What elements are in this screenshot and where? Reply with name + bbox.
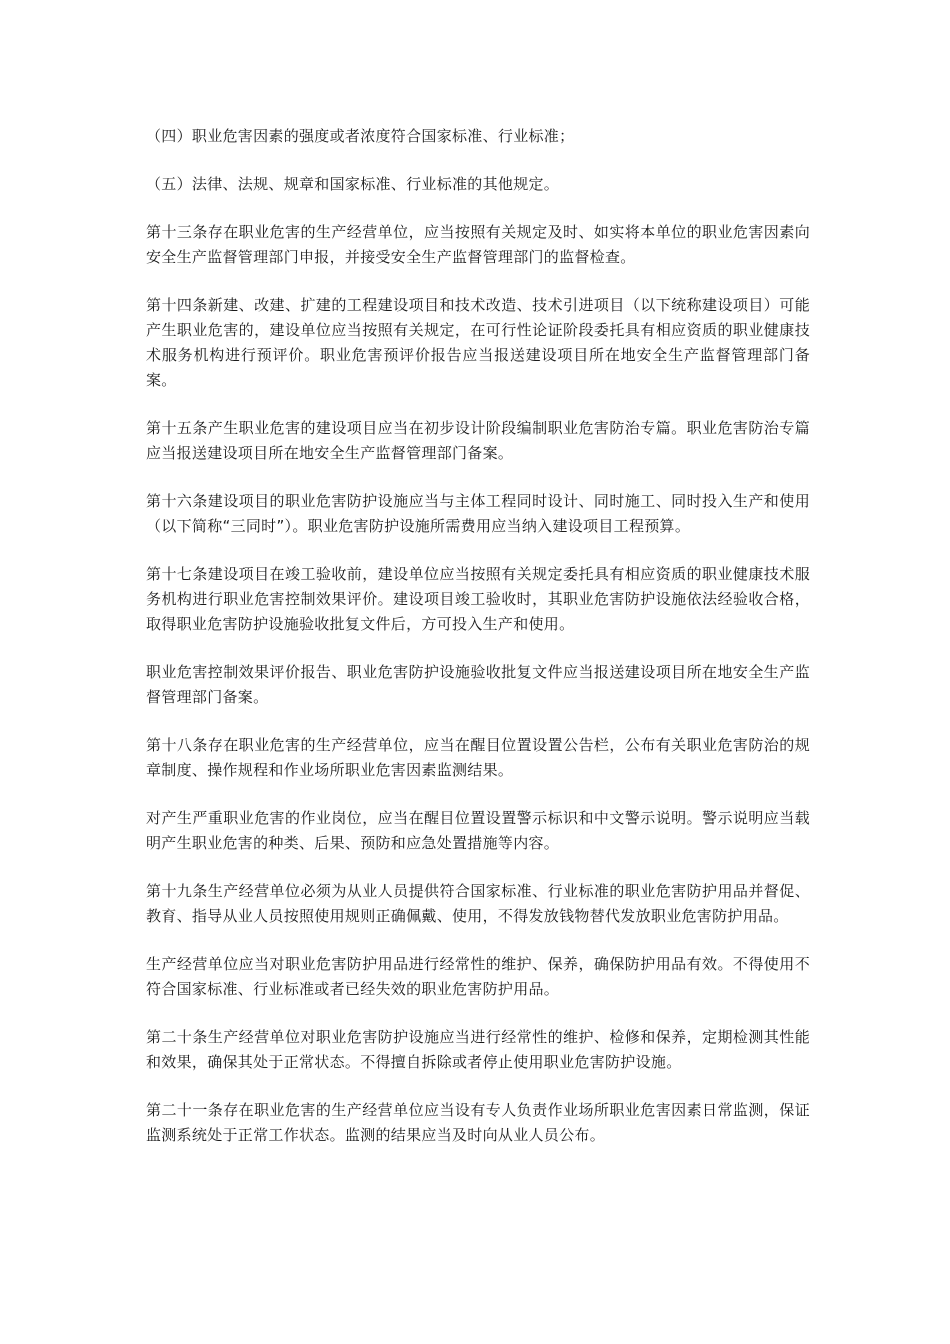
article-19-paragraph-2: 生产经营单位应当对职业危害防护用品进行经常性的维护、保养，确保防护用品有效。不得使用不符合国家标准、行业标准或者已经失效的职业危害防护用品。 — [146, 955, 810, 998]
article-18: 第十八条存在职业危害的生产经营单位，应当在醒目位置设置公告栏，公布有关职业危害防治的规章制度、操作规程和作业场所职业危害因素监测结果。 — [146, 736, 810, 779]
article-16: 第十六条建设项目的职业危害防护设施应当与主体工程同时设计、同时施工、同时投入生产和使用（以下简称“三同时”）。职业危害防护设施所需费用应当纳入建设项目工程预算。 — [146, 492, 810, 535]
article-20: 第二十条生产经营单位对职业危害防护设施应当进行经常性的维护、检修和保养，定期检测其性能和效果，确保其处于正常状态。不得擅自拆除或者停止使用职业危害防护设施。 — [146, 1028, 810, 1071]
article-18-paragraph-2: 对产生严重职业危害的作业岗位，应当在醒目位置设置警示标识和中文警示说明。警示说明应当载明产生职业危害的种类、后果、预防和应急处置措施等内容。 — [146, 809, 810, 852]
article-17-paragraph-2: 职业危害控制效果评价报告、职业危害防护设施验收批复文件应当报送建设项目所在地安全生产监督管理部门备案。 — [146, 663, 810, 706]
document-body — [146, 124, 810, 1171]
article-15: 第十五条产生职业危害的建设项目应当在初步设计阶段编制职业危害防治专篇。职业危害防治专篇应当报送建设项目所在地安全生产监督管理部门备案。 — [146, 419, 810, 462]
article-19: 第十九条生产经营单位必须为从业人员提供符合国家标准、行业标准的职业危害防护用品并督促、教育、指导从业人员按照使用规则正确佩戴、使用，不得发放钱物替代发放职业危害防护用品。 — [146, 882, 810, 925]
article-13: 第十三条存在职业危害的生产经营单位，应当按照有关规定及时、如实将本单位的职业危害因素向安全生产监督管理部门申报，并接受安全生产监督管理部门的监督检查。 — [146, 223, 810, 266]
article-14: 第十四条新建、改建、扩建的工程建设项目和技术改造、技术引进项目（以下统称建设项目）可能产生职业危害的，建设单位应当按照有关规定，在可行性论证阶段委托具有相应资质的职业健康技术服务机构进行预评价。职业危害预评价报告应当报送建设项目所在地安全生产监督管理部门备案。 — [146, 296, 810, 389]
paragraph-item-5: （五）法律、法规、规章和国家标准、行业标准的其他规定。 — [146, 175, 560, 193]
article-17: 第十七条建设项目在竣工验收前，建设单位应当按照有关规定委托具有相应资质的职业健康技术服务机构进行职业危害控制效果评价。建设项目竣工验收时，其职业危害防护设施依法经验收合格，取得职业危害防护设施验收批复文件后，方可投入生产和使用。 — [146, 565, 810, 633]
article-21: 第二十一条存在职业危害的生产经营单位应当设有专人负责作业场所职业危害因素日常监测，保证监测系统处于正常工作状态。监测的结果应当及时向从业人员公布。 — [146, 1101, 810, 1144]
paragraph-item-4: （四）职业危害因素的强度或者浓度符合国家标准、行业标准； — [146, 127, 575, 145]
